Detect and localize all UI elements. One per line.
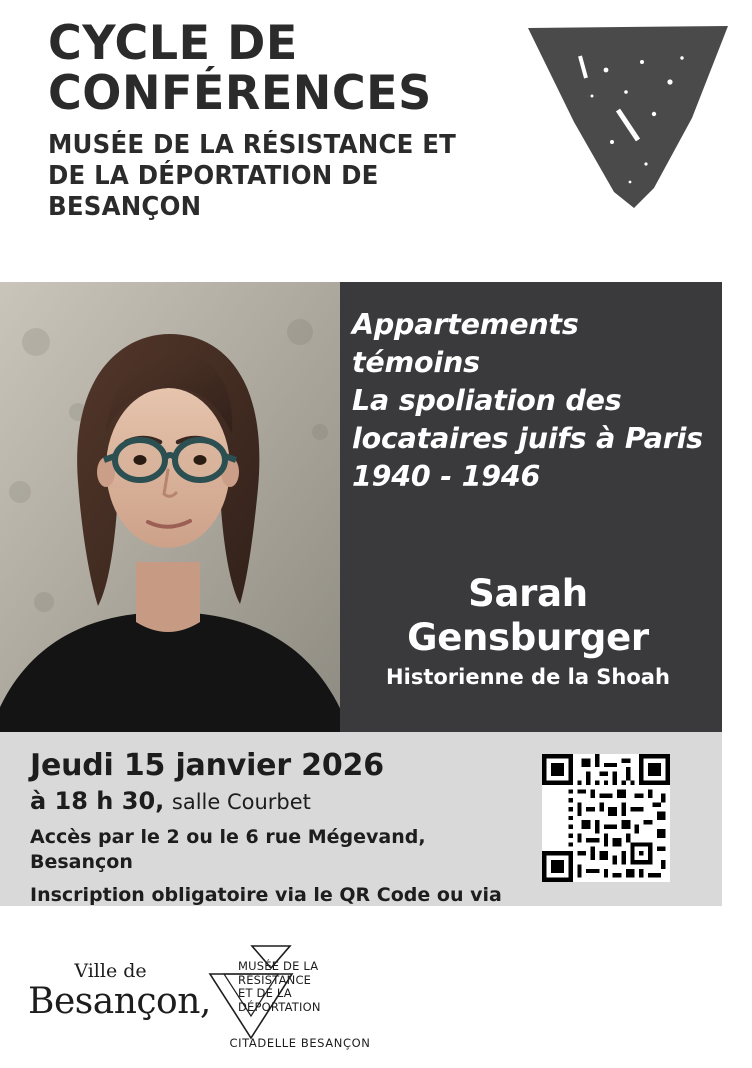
inverted-triangle-icon xyxy=(522,22,734,212)
event-room: salle Courbet xyxy=(171,790,311,814)
ville-logo-main-text: Besançon, xyxy=(28,981,211,1022)
event-access: Accès par le 2 ou le 6 rue Mégevand, Besançon xyxy=(30,826,426,873)
ville-logo-top-text: Ville de xyxy=(74,960,147,982)
speaker-name: Sarah Gensburger xyxy=(407,572,649,659)
page-subtitle-line-1: MUSÉE DE LA RÉSISTANCE ET xyxy=(48,130,457,160)
museum-logo-line-3: ET DE LA xyxy=(238,986,292,1000)
talk-title-line-1: Appartements témoins xyxy=(352,308,579,379)
talk-title-line-2: La spoliation des xyxy=(352,384,622,417)
museum-logo-caption: CITADELLE BESANÇON xyxy=(229,1036,371,1050)
museum-logo-text xyxy=(238,960,348,1014)
page-subtitle xyxy=(48,130,509,223)
ville-de-besancon-logo xyxy=(28,960,211,1022)
talk-title-line-4: 1940 - 1946 xyxy=(352,460,541,493)
museum-logo-line-2: RÉSISTANCE xyxy=(238,972,312,987)
info-text-block xyxy=(30,748,530,931)
talk-title xyxy=(352,306,704,496)
talk-title-line-3: locataires juifs à Paris xyxy=(352,422,703,455)
museum-logo-line-4: DÉPORTATION xyxy=(238,999,321,1014)
page-subtitle-line-2: DE LA DÉPORTATION DE BESANÇON xyxy=(48,161,379,222)
footer-logos xyxy=(0,914,752,1068)
museum-logo-line-1: MUSÉE DE LA xyxy=(238,959,319,973)
event-time: à 18 h 30, xyxy=(30,787,165,815)
page-title-line-1: CYCLE DE xyxy=(48,16,298,71)
qr-code-icon[interactable] xyxy=(542,754,670,882)
header-text-block xyxy=(48,16,528,223)
talk-info-panel xyxy=(340,282,722,732)
event-registration: Inscription obligatoire via le QR Code ou via xyxy=(30,884,502,906)
speaker-role: Historienne de la Shoah xyxy=(386,665,670,689)
practical-info-band xyxy=(0,732,752,914)
event-time-row xyxy=(30,786,530,817)
speaker-block xyxy=(352,572,704,690)
main-visual-band xyxy=(0,282,752,732)
header xyxy=(0,0,752,282)
page-title-line-2: CONFÉRENCES xyxy=(48,66,432,121)
speaker-portrait xyxy=(0,282,340,732)
event-date: Jeudi 15 janvier 2026 xyxy=(30,748,384,783)
